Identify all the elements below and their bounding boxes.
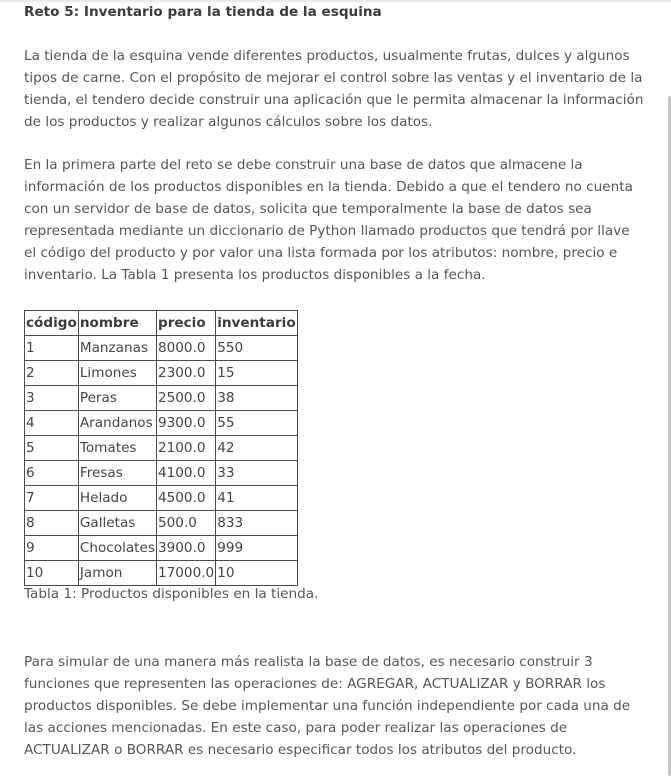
table-header-row (25, 311, 298, 336)
cell-nombre: Chocolates (78, 536, 156, 561)
cell-nombre: Helado (78, 486, 156, 511)
header-nombre: nombre (78, 311, 156, 336)
cell-inventario: 550 (216, 336, 297, 361)
header-precio: precio (156, 311, 215, 336)
cell-inventario: 15 (216, 361, 297, 386)
table-row (25, 436, 298, 461)
cell-codigo: 4 (25, 411, 79, 436)
cell-nombre: Limones (78, 361, 156, 386)
table-row (25, 486, 298, 511)
cell-inventario: 999 (216, 536, 297, 561)
cell-precio: 4500.0 (156, 486, 215, 511)
cell-inventario: 33 (216, 461, 297, 486)
header-codigo: código (25, 311, 79, 336)
cell-nombre: Jamon (78, 561, 156, 586)
cell-inventario: 42 (216, 436, 297, 461)
cell-nombre: Galletas (78, 511, 156, 536)
table-caption: Tabla 1: Productos disponibles en la tienda. (24, 586, 319, 602)
part1-paragraph: En la primera parte del reto se debe construir una base de datos que almacene la información de los productos disponibles en la tienda. Debido a que el tendero no cuenta con un servidor de base de datos, solicita que temporalmente la base de datos sea representada mediante un diccionario de Python llamado productos que tendrá por llave el código del producto y por valor una lista formada por los atributos: nombre, precio e inventario. La Tabla 1 presenta los productos disponibles a la fecha. (24, 157, 633, 283)
cell-inventario: 41 (216, 486, 297, 511)
cell-codigo: 2 (25, 361, 79, 386)
cell-precio: 2100.0 (156, 436, 215, 461)
table-row (25, 386, 298, 411)
functions-paragraph: Para simular de una manera más realista la base de datos, es necesario construir 3 funciones que representen las operaciones de: AGREGAR, ACTUALIZAR y BORRAR los productos disponibles. Se debe implementar una función independiente por cada una de las acciones mencionadas. En este caso, para poder realizar las operaciones de ACTUALIZAR o BORRAR es necesario especificar todos los atributos del producto. (24, 654, 631, 758)
cell-codigo: 6 (25, 461, 79, 486)
cell-nombre: Arandanos (78, 411, 156, 436)
cell-nombre: Fresas (78, 461, 156, 486)
cell-nombre: Manzanas (78, 336, 156, 361)
cell-precio: 4100.0 (156, 461, 215, 486)
cell-inventario: 55 (216, 411, 297, 436)
table-row (25, 536, 298, 561)
cell-precio: 9300.0 (156, 411, 215, 436)
page-title: Reto 5: Inventario para la tienda de la esquina (24, 4, 382, 20)
cell-inventario: 10 (216, 561, 297, 586)
cell-codigo: 3 (25, 386, 79, 411)
table-row (25, 336, 298, 361)
cell-codigo: 5 (25, 436, 79, 461)
cell-precio: 8000.0 (156, 336, 215, 361)
cell-codigo: 1 (25, 336, 79, 361)
table-row (25, 361, 298, 386)
cell-nombre: Tomates (78, 436, 156, 461)
table-row (25, 411, 298, 436)
cell-inventario: 38 (216, 386, 297, 411)
cell-precio: 17000.0 (156, 561, 215, 586)
cell-nombre: Peras (78, 386, 156, 411)
cell-codigo: 8 (25, 511, 79, 536)
cell-codigo: 10 (25, 561, 79, 586)
cell-precio: 3900.0 (156, 536, 215, 561)
intro-paragraph: La tienda de la esquina vende diferentes productos, usualmente frutas, dulces y algunos tipos de carne. Con el propósito de mejorar el control sobre las ventas y el inventario de la tienda, el tendero decide construir una aplicación que le permita almacenar la información de los productos y realizar algunos cálculos sobre los datos. (24, 48, 644, 130)
table-row (25, 461, 298, 486)
cell-precio: 2500.0 (156, 386, 215, 411)
table-row (25, 511, 298, 536)
products-table (24, 310, 298, 586)
cell-precio: 2300.0 (156, 361, 215, 386)
cell-codigo: 9 (25, 536, 79, 561)
table-row (25, 561, 298, 586)
cell-codigo: 7 (25, 486, 79, 511)
header-inventario: inventario (216, 311, 297, 336)
cell-precio: 500.0 (156, 511, 215, 536)
cell-inventario: 833 (216, 511, 297, 536)
